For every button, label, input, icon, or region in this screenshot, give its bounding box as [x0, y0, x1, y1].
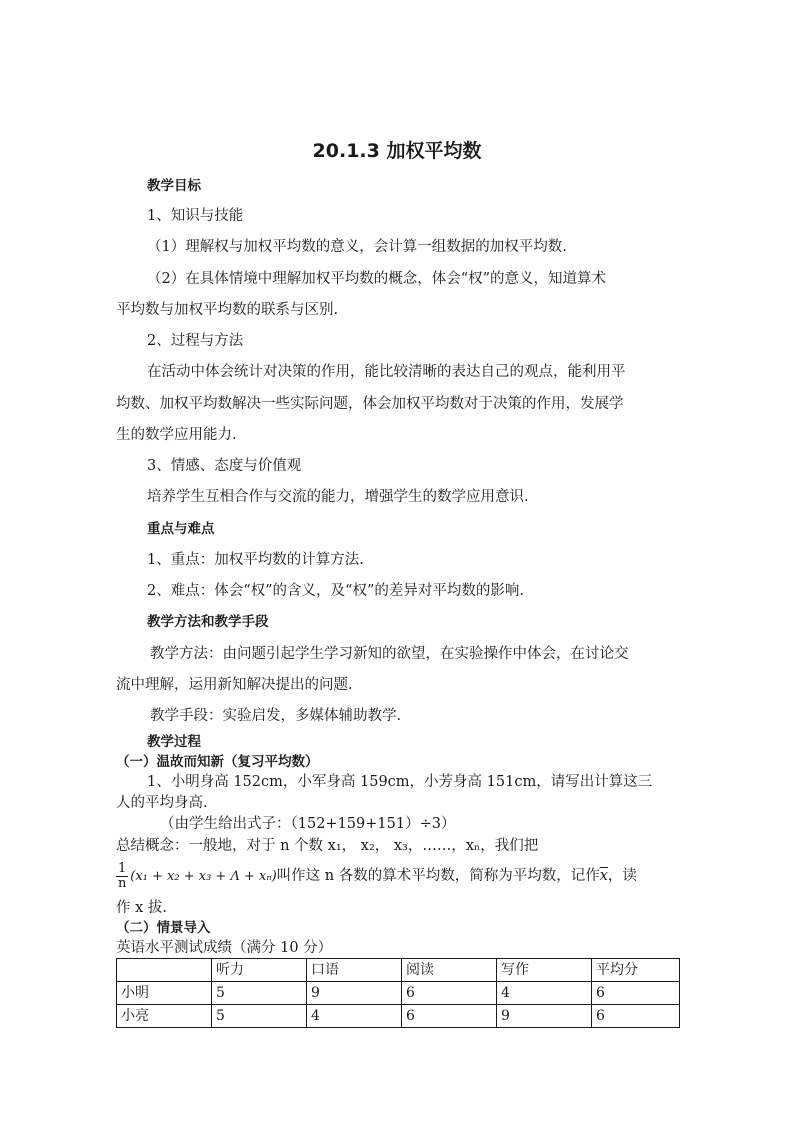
- scores-table: [116, 958, 680, 1028]
- obj2-line2: 均数、加权平均数解决一些实际问题，体会加权平均数对于决策的作用，发展学: [116, 396, 624, 412]
- table-cell: 6: [592, 1005, 680, 1028]
- means-line: 教学手段：实验启发，多媒体辅助教学.: [150, 708, 402, 724]
- table-cell: 6: [592, 982, 680, 1005]
- fraction-numerator: 1: [118, 860, 127, 876]
- obj3-line1: 培养学生互相合作与交流的能力，增强学生的数学应用意识.: [147, 489, 529, 505]
- xbar-symbol: $\overline{x}$: [599, 868, 608, 884]
- method-heading: 教学方法和教学手段: [147, 614, 269, 630]
- concept-line2: [116, 858, 637, 894]
- obj2-heading: 2、过程与方法: [147, 333, 244, 349]
- key-point-2: 2、难点：体会“权”的含义，及“权”的差异对平均数的影响.: [147, 583, 524, 599]
- key-heading: 重点与难点: [147, 521, 215, 537]
- obj1-heading: 1、知识与技能: [147, 208, 244, 224]
- concept-line1: 总结概念：一般地，对于 n 个数 x₁， x₂， x₃，……，xₙ，我们把: [116, 838, 539, 854]
- table-cell: 9: [307, 982, 402, 1005]
- obj1-item2-line2: 平均数与加权平均数的联系与区别.: [116, 302, 339, 318]
- table-cell: 小亮: [117, 1005, 212, 1028]
- table-cell: 9: [497, 1005, 592, 1028]
- part2-heading: （二）情景导入: [116, 920, 211, 936]
- concept-line3: 作 x 拔.: [116, 900, 168, 916]
- table-row: [117, 1005, 680, 1028]
- objectives-heading: 教学目标: [147, 178, 201, 194]
- question1-line1: 1、小明身高 152cm，小军身高 159cm，小芳身高 151cm，请写出计算这三: [147, 774, 653, 790]
- table-header-row: [117, 959, 680, 982]
- table-cell: 小明: [117, 982, 212, 1005]
- table-header-cell: 听力: [212, 959, 307, 982]
- page-title: 20.1.3 加权平均数: [312, 140, 482, 162]
- table-caption: 英语水平测试成绩（满分 10 分）: [116, 940, 333, 956]
- concept-read: ，读: [607, 868, 637, 884]
- fraction: [116, 862, 128, 891]
- concept-text: 叫作这 n 各数的算术平均数，简称为平均数，记作: [276, 868, 600, 884]
- fraction-denominator: n: [117, 875, 127, 891]
- method-line2: 流中理解，运用新知解决提出的问题.: [116, 677, 353, 693]
- obj1-item2-line1: （2）在具体情境中理解加权平均数的概念，体会“权”的意义，知道算术: [147, 271, 607, 287]
- table-header-cell: 阅读: [402, 959, 497, 982]
- question1-formula: （由学生给出式子：（152+159+151）÷3）: [160, 816, 456, 832]
- table-header-cell: [117, 959, 212, 982]
- table-header-cell: 平均分: [592, 959, 680, 982]
- table-cell: 6: [402, 982, 497, 1005]
- obj1-item1: （1）理解权与加权平均数的意义，会计算一组数据的加权平均数.: [147, 239, 567, 255]
- table-cell: 5: [212, 1005, 307, 1028]
- question1-line2: 人的平均身高.: [116, 795, 208, 811]
- part1-heading: （一）温故而知新（复习平均数）: [116, 754, 319, 770]
- table-cell: 4: [307, 1005, 402, 1028]
- process-heading: 教学过程: [147, 734, 201, 750]
- obj2-line3: 生的数学应用能力.: [116, 427, 237, 443]
- table-row: [117, 982, 680, 1005]
- obj2-line1: 在活动中体会统计对决策的作用，能比较清晰的表达自己的观点，能利用平: [147, 364, 626, 380]
- table-cell: 4: [497, 982, 592, 1005]
- sum-formula: (x₁ + x₂ + x₃ + Λ + xₙ): [130, 869, 277, 884]
- obj3-heading: 3、情感、态度与价值观: [147, 458, 302, 474]
- key-point-1: 1、重点：加权平均数的计算方法.: [147, 552, 364, 568]
- table-header-cell: 口语: [307, 959, 402, 982]
- table-header-cell: 写作: [497, 959, 592, 982]
- method-line1: 教学方法：由问题引起学生学习新知的欲望，在实验操作中体会，在讨论交: [150, 646, 629, 662]
- table-cell: 5: [212, 982, 307, 1005]
- table-cell: 6: [402, 1005, 497, 1028]
